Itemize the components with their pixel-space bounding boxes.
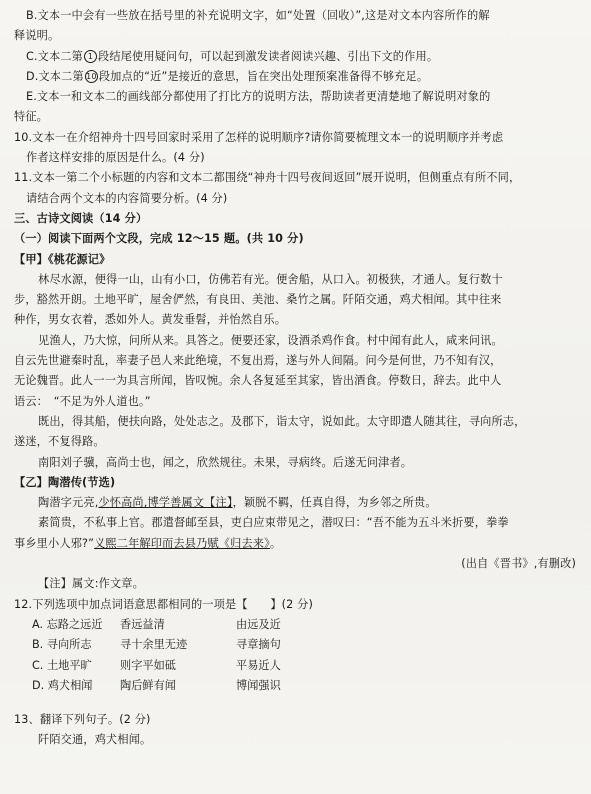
option-word: 平易近人 (236, 658, 281, 672)
passage-text: 。 (269, 536, 282, 550)
passage-line: 无论魏晋。此人一一为具言所闻，皆叹惋。余人各复延至其家，皆出酒食。停数日，辞去。此中人 (14, 374, 502, 388)
passage-line: 语云： “不足为外人道也。” (14, 394, 151, 408)
option-b-line-cont: 释说明。 (14, 29, 60, 43)
option-word: A. 忘路之远近 (32, 617, 103, 631)
option-d-line (14, 67, 580, 87)
passage-text: ，颖脱不羁，任真自得，为乡邻之所贵。 (232, 496, 437, 510)
passage-text: 陶潜字元亮, (38, 496, 99, 510)
passage-line: 既出，得其船，便扶向路，处处志之。及郡下，诣太守，说如此。太守即遣人随其往，寻向所志， (38, 414, 526, 428)
subsection-1-heading: （一）阅读下面两个文段，完成 12～15 题。(共 10 分) (14, 232, 304, 246)
question-12: 12.下列选项中加点词语意思都相同的一项是【 】(2 分) (14, 597, 314, 611)
question-10: 10.文本一在介绍神舟十四号回家时采用了怎样的说明顺序?请你简要梳理文本一的说明顺序并考虑 (14, 130, 504, 144)
paragraph-number-circle: 10 (86, 71, 97, 81)
source-citation: (出自《晋书》,有删改) (461, 557, 576, 571)
option-c-prefix: C.文本二第 (26, 49, 84, 63)
question-10-cont: 作者这样安排的原因是什么。(4 分) (26, 151, 205, 165)
option-d-text: 段加点的“近”是接近的意思，旨在突出处理预案准备得不够充足。 (98, 69, 429, 83)
passage-text: 事乡里小人邪?” (14, 536, 95, 550)
passage-yi-line (14, 534, 580, 554)
passage-line: 步，豁然开朗。土地平旷，屋舍俨然，有良田、美池、桑竹之属。阡陌交通，鸡犬相闻。其中往来 (14, 293, 502, 307)
question-13-sentence: 阡陌交通，鸡犬相闻。 (38, 733, 152, 747)
option-word: C. 土地平旷 (32, 658, 92, 672)
underlined-text: 义熙二年解印而去县乃赋《归去来》 (94, 536, 270, 550)
option-b-line: B.文本一中会有一些放在括号里的补充说明文字，如“处置（回收）”,这是对文本内容所作的解 (26, 9, 490, 22)
option-word: 由远及近 (236, 617, 281, 631)
passage-line: 自云先世避秦时乱，率妻子邑人来此绝境，不复出焉，遂与外人间隔。问今是何世，乃不知有汉， (14, 354, 502, 368)
option-d-prefix: D.文本二第 (26, 69, 84, 83)
option-c-line (14, 47, 580, 67)
passage-yi-title: 【乙】陶潜传(节选) (14, 475, 116, 489)
option-row (14, 676, 580, 696)
question-11-cont: 请结合两个文本的内容简要分析。(4 分) (26, 191, 228, 205)
passage-line: 林尽水源，便得一山，山有小口，仿佛若有光。便舍船，从口入。初极狭，才通人。复行数十 (38, 272, 503, 286)
passage-line: 遂迷，不复得路。 (14, 435, 105, 449)
section-3-heading: 三、古诗文阅读（14 分） (14, 211, 148, 225)
option-row (14, 656, 580, 676)
option-e-line-cont: 特征。 (14, 110, 49, 124)
option-e-line: E.文本一和文本二的画线部分都使用了打比方的说明方法，帮助读者更清楚地了解说明对象的 (26, 90, 491, 104)
option-word: 则字平如砥 (120, 658, 176, 672)
passage-line: 见渔人，乃大惊，问所从来。具答之。便要还家，设酒杀鸡作食。村中闻有此人，咸来问讯。 (38, 333, 503, 347)
passage-line: 种作，男女衣着，悉如外人。黄发垂髫，并怡然自乐。 (14, 313, 287, 327)
option-word: 香远益清 (120, 617, 165, 631)
question-13: 13、翻译下列句子。(2 分) (14, 713, 151, 727)
question-12-options (14, 615, 580, 696)
option-word: 寻十余里无迹 (120, 638, 188, 652)
exam-content (14, 6, 580, 751)
option-word: B. 寻向所志 (32, 638, 92, 652)
passage-jia-title: 【甲】《桃花源记》 (14, 252, 111, 266)
passage-line: 南阳刘子骥，高尚士也，闻之，欣然规往。未果，寻病终。后遂无问津者。 (38, 455, 413, 469)
option-row (14, 635, 580, 655)
underlined-text: 少怀高尚,博学善属文【注】 (98, 496, 233, 510)
option-word: D. 鸡犬相闻 (32, 678, 93, 692)
option-word: 陶后鲜有闻 (120, 678, 176, 692)
passage-yi-line: 素简贵，不私事上官。郡遣督邮至县，吏白应束带见之，潜叹曰：“吾不能为五斗米折要，拳拳 (38, 516, 509, 530)
option-word: 博闻强识 (236, 678, 281, 692)
option-row (14, 615, 580, 635)
option-word: 寻章摘句 (236, 638, 281, 652)
annotation-note: 【注】属文:作文章。 (38, 577, 144, 591)
question-11: 11.文本一第二个小标题的内容和文本二都围绕“神舟十四号夜间返回”展开说明，但侧重点有所不同， (14, 171, 521, 185)
option-c-text: 段结尾使用疑问句，可以起到激发读者阅读兴趣、引出下文的作用。 (98, 49, 439, 63)
paragraph-number-circle: 1 (84, 50, 97, 63)
passage-yi-line (14, 493, 580, 513)
